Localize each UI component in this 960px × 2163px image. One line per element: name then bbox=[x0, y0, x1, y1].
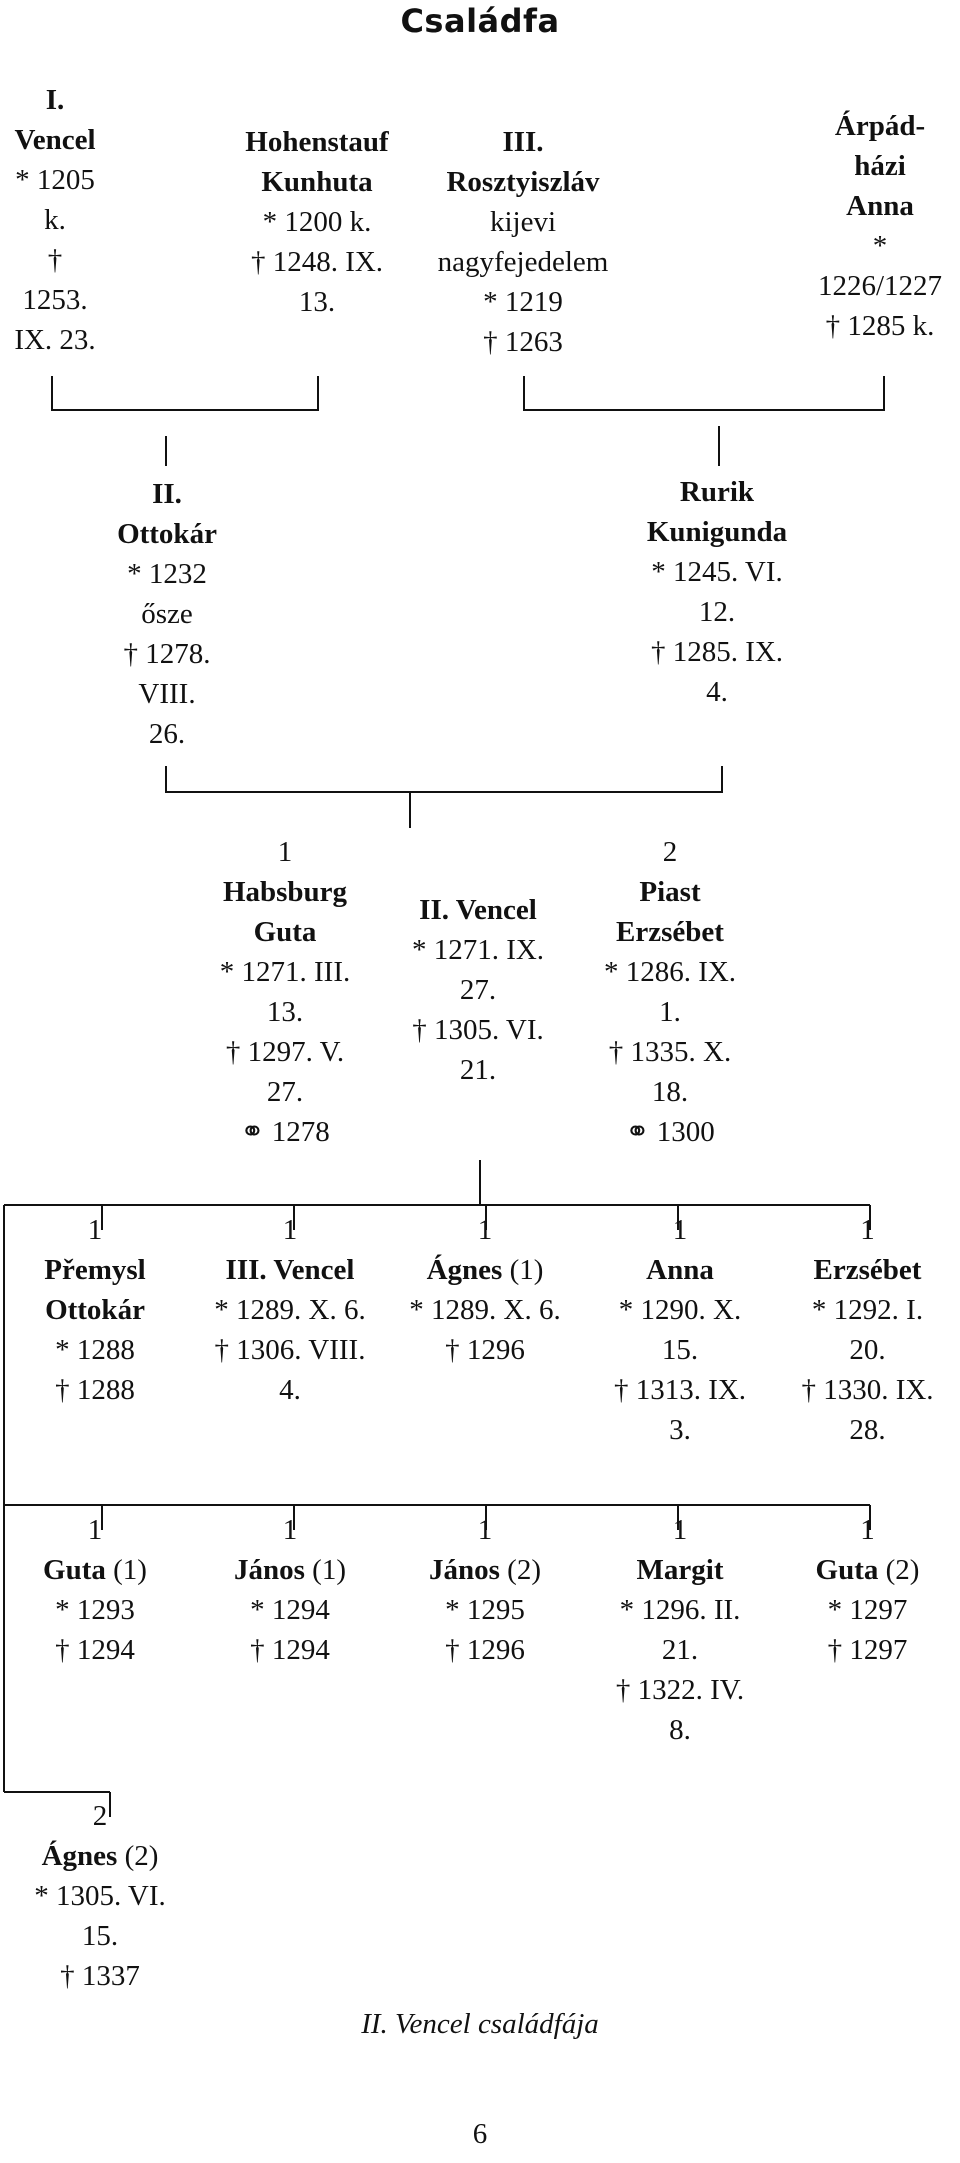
person-info: 3. bbox=[669, 1414, 691, 1446]
person-name: Ottokár bbox=[117, 518, 217, 550]
person-info: † 1337 bbox=[60, 1960, 140, 1992]
person-name: Margit bbox=[636, 1554, 724, 1586]
person-piast-erzsebet bbox=[570, 832, 770, 1152]
person-info: † 1288 bbox=[55, 1374, 135, 1406]
person-name: Rosztyiszláv bbox=[446, 166, 600, 198]
person-info: 27. bbox=[266, 1076, 304, 1108]
person-premysl-ottokar bbox=[5, 1210, 185, 1410]
person-habsburg-guta bbox=[185, 832, 385, 1152]
person-info: 15. bbox=[81, 1920, 119, 1952]
person-name: Árpád- bbox=[834, 110, 926, 142]
person-info: * 1289. X. 6. bbox=[214, 1294, 366, 1326]
person-name: Guta bbox=[253, 916, 317, 948]
person-info: † 1278. bbox=[123, 638, 211, 670]
person-info: * 1294 bbox=[250, 1594, 330, 1626]
person-name: Ágnes (2) bbox=[41, 1840, 159, 1872]
person-info: 13. bbox=[266, 996, 304, 1028]
person-info: 1226/1227 bbox=[817, 270, 943, 302]
spouse-number: 1 bbox=[277, 836, 293, 868]
person-name: II. bbox=[152, 478, 182, 510]
person-guta-1 bbox=[5, 1510, 185, 1670]
person-name: János (1) bbox=[234, 1554, 346, 1586]
person-info: * 1297 bbox=[827, 1594, 908, 1626]
person-info: 13. bbox=[298, 286, 336, 318]
spouse-number: 1 bbox=[672, 1214, 688, 1246]
person-ottokar-ii bbox=[92, 474, 242, 754]
person-info: * 1286. IX. bbox=[603, 956, 737, 988]
person-info: † 1296 bbox=[445, 1634, 525, 1666]
person-vencel-i bbox=[0, 80, 110, 360]
person-rosztyiszlav bbox=[418, 122, 628, 362]
person-name: Anna bbox=[846, 190, 914, 222]
spouse-number: 1 bbox=[672, 1514, 688, 1546]
person-info: * 1271. III. bbox=[219, 956, 351, 988]
spouse-number: 2 bbox=[92, 1800, 108, 1832]
person-ordinal: (1) bbox=[502, 1254, 544, 1286]
person-info: † 1294 bbox=[55, 1634, 135, 1666]
person-ordinal: (1) bbox=[105, 1554, 147, 1586]
person-info: † 1330. IX. bbox=[801, 1374, 934, 1406]
person-info: † 1313. IX. bbox=[613, 1374, 747, 1406]
person-info: * 1292. I. bbox=[811, 1294, 924, 1326]
person-info: * 1271. IX. bbox=[411, 934, 545, 966]
page-number: 6 bbox=[472, 2118, 488, 2150]
person-info: VIII. bbox=[138, 678, 196, 710]
person-name: Ottokár bbox=[45, 1294, 145, 1326]
person-info: * 1295 bbox=[445, 1594, 525, 1626]
person-name: Habsburg bbox=[222, 876, 348, 908]
person-info: 8. bbox=[669, 1714, 691, 1746]
person-erzsebet bbox=[775, 1210, 960, 1450]
person-name: Anna bbox=[646, 1254, 714, 1286]
person-name: házi bbox=[854, 150, 906, 182]
person-margit bbox=[585, 1510, 775, 1750]
person-ordinal: (2) bbox=[878, 1554, 920, 1586]
person-info: † 1248. IX. bbox=[250, 246, 384, 278]
person-info: * 1245. VI. bbox=[651, 556, 783, 588]
person-name: III. bbox=[502, 126, 544, 158]
spouse-number: 2 bbox=[662, 836, 678, 868]
person-info: kijevi bbox=[489, 206, 557, 238]
person-info: 21. bbox=[661, 1634, 699, 1666]
person-hohenstauf-kunhuta bbox=[222, 122, 412, 322]
person-info: * 1290. X. bbox=[618, 1294, 742, 1326]
person-info: 12. bbox=[698, 596, 736, 628]
person-name: Guta (2) bbox=[815, 1554, 920, 1586]
person-name: Kunhuta bbox=[261, 166, 373, 198]
person-info: † 1322. IV. bbox=[615, 1674, 745, 1706]
person-info: 28. bbox=[849, 1414, 886, 1446]
spouse-number: 1 bbox=[860, 1514, 875, 1546]
person-info: 4. bbox=[706, 676, 728, 708]
person-info: * 1305. VI. bbox=[34, 1880, 166, 1912]
person-name: Hohenstauf bbox=[245, 126, 389, 158]
person-agnes-2 bbox=[0, 1796, 200, 1996]
person-info: * 1296. II. bbox=[619, 1594, 741, 1626]
person-info: * 1205 bbox=[15, 164, 95, 196]
person-info: † 1294 bbox=[250, 1634, 330, 1666]
spouse-number: 1 bbox=[87, 1214, 103, 1246]
spouse-number: 1 bbox=[477, 1514, 493, 1546]
person-info: † 1263 bbox=[483, 326, 563, 358]
person-info: † 1297. V. bbox=[225, 1036, 345, 1068]
person-janos-2 bbox=[395, 1510, 575, 1670]
spouse-number: 1 bbox=[282, 1214, 298, 1246]
figure-caption: II. Vencel családfája bbox=[361, 2008, 599, 2040]
person-name: Ágnes (1) bbox=[426, 1254, 544, 1286]
person-info: * 1219 bbox=[483, 286, 563, 318]
person-name: I. bbox=[45, 84, 65, 116]
person-vencel-ii bbox=[388, 890, 568, 1090]
person-info: 1. bbox=[659, 996, 681, 1028]
person-name: János (2) bbox=[429, 1554, 541, 1586]
person-name: Přemysl bbox=[44, 1254, 146, 1286]
person-info: † 1306. VIII. bbox=[214, 1334, 366, 1366]
person-name: Kunigunda bbox=[646, 516, 788, 548]
spouse-number: 1 bbox=[282, 1514, 298, 1546]
spouse-number: 1 bbox=[477, 1214, 493, 1246]
person-name: II. Vencel bbox=[419, 894, 537, 926]
person-info: 18. bbox=[651, 1076, 689, 1108]
person-info: 27. bbox=[459, 974, 497, 1006]
person-info: 20. bbox=[849, 1334, 886, 1366]
person-guta-2 bbox=[775, 1510, 960, 1670]
person-info: 1253. bbox=[22, 284, 88, 316]
person-info: † 1305. VI. bbox=[412, 1014, 544, 1046]
person-info: * 1288 bbox=[55, 1334, 135, 1366]
person-anna bbox=[585, 1210, 775, 1450]
page-title: Családfa bbox=[400, 2, 560, 40]
person-name: Erzsébet bbox=[616, 916, 724, 948]
person-info: ⚭ 1300 bbox=[625, 1116, 715, 1148]
person-name: Vencel bbox=[14, 124, 96, 156]
person-rurik-kunigunda bbox=[612, 472, 822, 712]
person-info: † 1285 k. bbox=[825, 310, 935, 342]
person-info: ⚭ 1278 bbox=[240, 1116, 330, 1148]
person-name: Guta (1) bbox=[43, 1554, 147, 1586]
person-name: III. Vencel bbox=[225, 1254, 355, 1286]
person-ordinal: (2) bbox=[499, 1554, 541, 1586]
person-name: Rurik bbox=[679, 476, 755, 508]
person-info: † 1335. X. bbox=[608, 1036, 732, 1068]
person-info: k. bbox=[44, 204, 66, 236]
person-info: 4. bbox=[279, 1374, 301, 1406]
person-name: Erzsébet bbox=[813, 1254, 922, 1286]
person-vencel-iii bbox=[190, 1210, 390, 1410]
person-info: † 1296 bbox=[445, 1334, 525, 1366]
person-info: † 1297 bbox=[827, 1634, 908, 1666]
person-info: nagyfejedelem bbox=[437, 246, 609, 278]
person-agnes-1 bbox=[385, 1210, 585, 1370]
person-ordinal: (2) bbox=[117, 1840, 159, 1872]
person-name: Piast bbox=[639, 876, 701, 908]
person-info: 26. bbox=[148, 718, 186, 750]
person-info: † bbox=[47, 244, 63, 276]
person-info: * 1232 bbox=[127, 558, 207, 590]
person-info: * 1289. X. 6. bbox=[409, 1294, 561, 1326]
person-arpad-anna bbox=[800, 106, 960, 346]
person-janos-1 bbox=[200, 1510, 380, 1670]
spouse-number: 1 bbox=[87, 1514, 103, 1546]
person-info: 15. bbox=[661, 1334, 699, 1366]
person-info: IX. 23. bbox=[14, 324, 96, 356]
person-info: * 1293 bbox=[55, 1594, 135, 1626]
person-info: * bbox=[872, 230, 888, 262]
person-info: 21. bbox=[459, 1054, 497, 1086]
person-info: † 1285. IX. bbox=[650, 636, 784, 668]
person-info: ősze bbox=[141, 598, 193, 630]
person-ordinal: (1) bbox=[304, 1554, 346, 1586]
person-info: * 1200 k. bbox=[262, 206, 372, 238]
spouse-number: 1 bbox=[860, 1214, 875, 1246]
